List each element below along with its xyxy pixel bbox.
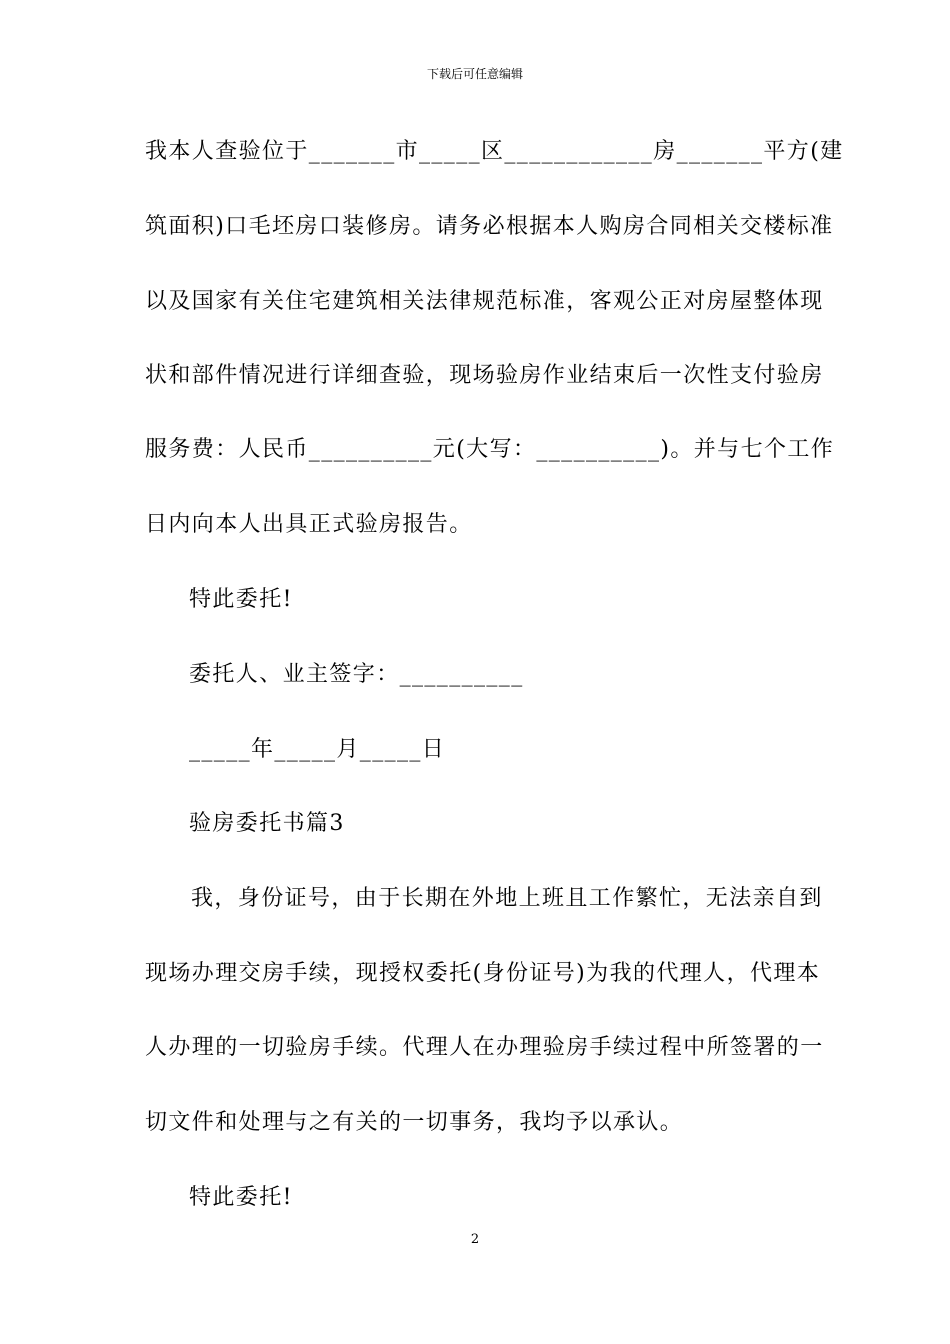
body-line-4: 状和部件情况进行详细查验，现场验房作业结束后一次性支付验房 (145, 363, 824, 388)
body-line-11: 我，身份证号，由于长期在外地上班且工作繁忙，无法亲自到 (191, 886, 823, 911)
body-line-3: 以及国家有关住宅建筑相关法律规范标准，客观公正对房屋整体现 (145, 289, 824, 314)
body-line-1: 我本人查验位于_______市_____区____________房_______平方(建 (145, 139, 844, 164)
client-signature-line: 委托人、业主签字：__________ (189, 662, 524, 687)
page-number: 2 (470, 1232, 480, 1247)
body-line-14: 切文件和处理与之有关的一切事务，我均予以承认。 (145, 1110, 684, 1135)
body-line-6: 日内向本人出具正式验房报告。 (145, 512, 473, 537)
body-line-12: 现场办理交房手续，现授权委托(身份证号)为我的代理人，代理本 (145, 961, 821, 986)
body-line-13: 人办理的一切验房手续。代理人在办理验房手续过程中所签署的一 (145, 1035, 824, 1060)
body-line-2: 筑面积)口毛坯房口装修房。请务必根据本人购房合同相关交楼标准 (145, 214, 834, 239)
date-line: _____年_____月_____日 (189, 737, 446, 762)
page-header: 下载后可任意编辑 (426, 67, 523, 81)
entrust-statement-2: 特此委托! (189, 1185, 293, 1210)
body-line-5: 服务费：人民币__________元(大写：__________)。并与七个工作 (145, 437, 835, 462)
entrust-statement-1: 特此委托! (189, 587, 293, 612)
section-title: 验房委托书篇3 (189, 811, 345, 836)
